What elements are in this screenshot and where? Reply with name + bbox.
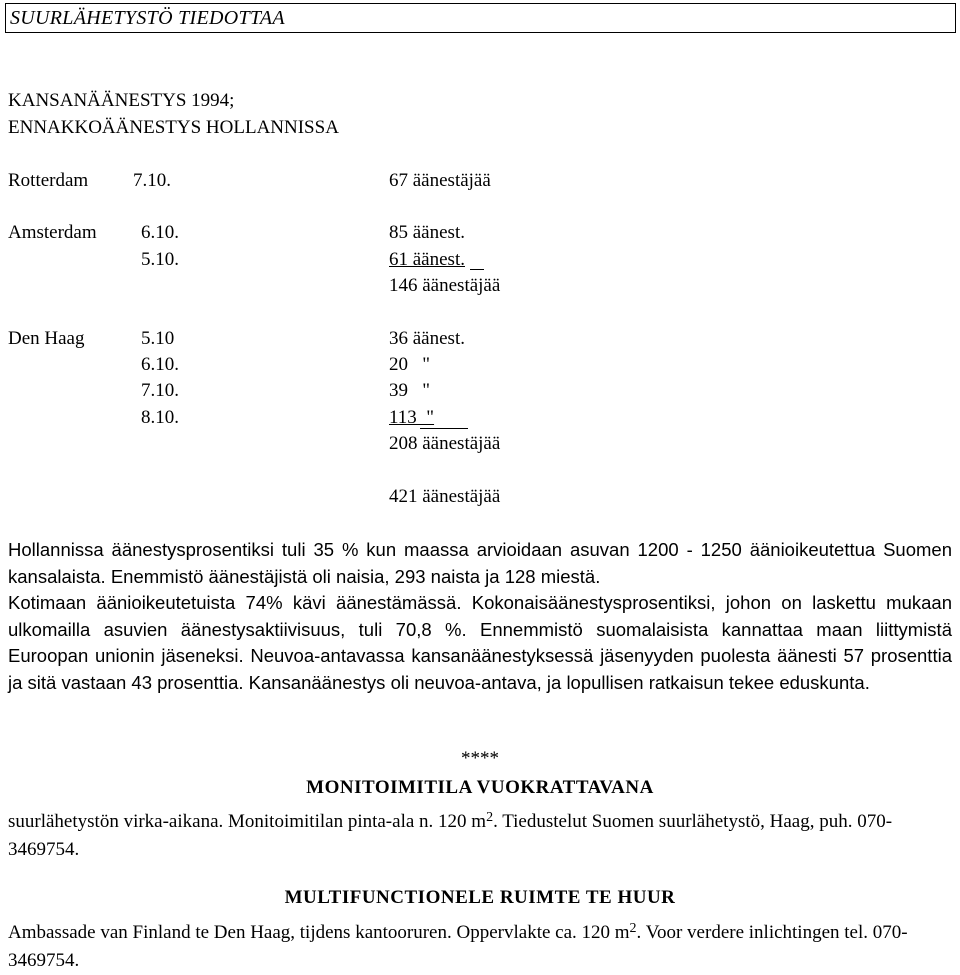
- amsterdam-total: 146 äänestäjää: [389, 275, 501, 296]
- header-banner: [5, 3, 956, 33]
- rotterdam-count: 67 äänestäjää: [389, 170, 491, 191]
- amsterdam-city: Amsterdam: [8, 222, 97, 243]
- body-text: Ambassade van Finland te Den Haag, tijdens kantooruren. Oppervlakte ca. 120 m: [8, 922, 630, 943]
- amsterdam-date: 6.10.: [141, 222, 179, 243]
- section-heading: MONITOIMITILA VUOKRATTAVANA: [306, 777, 654, 798]
- denhaag-date: 7.10.: [141, 380, 179, 401]
- section-body: [8, 808, 958, 864]
- grand-total: 421 äänestäjää: [389, 486, 501, 507]
- body-text: . Voor verdere inlichtingen tel. 070-3469754.: [8, 922, 908, 971]
- sum-underline: [420, 428, 468, 429]
- paragraph-sentence: Hollannissa äänestysprosentiksi tuli 35 % kun maassa arvioidaan asuvan 1200 - 1250 äänioikeutettua Suomen kansalaista.: [8, 539, 952, 587]
- superscript: 2: [629, 921, 637, 936]
- denhaag-count: 39 ": [389, 380, 431, 401]
- amsterdam-count: 85 äänest.: [389, 222, 465, 243]
- banner-title: SUURLÄHETYSTÖ TIEDOTTAA: [10, 7, 285, 29]
- denhaag-count: 113 ": [389, 407, 435, 428]
- amsterdam-date: 5.10.: [141, 249, 179, 270]
- section-body: [8, 919, 958, 975]
- paragraph-sentence: Kotimaan äänioikeutetuista 74% kävi äänestämässä. Kokonaisäänestysprosentiksi, johon on laskettu mukaan ulkomailla asuvien äänestysaktiivisuus, tuli 70,8 %. Ennemmistö suomalaisista kannattaa maan liittymistä Euroopan unionin jäseneksi. Neuvoa-antavassa kansanäänestyksessä jäsenyyden puolesta äänesti 57 prosenttia ja sitä vastaan 43 prosenttia. Kansanäänestys oli neuvoa-antava, ja lopullisen ratkaisun tekee eduskunta.: [8, 592, 952, 693]
- denhaag-total: 208 äänestäjää: [389, 433, 501, 454]
- title-line-1: KANSANÄÄNESTYS 1994;: [8, 90, 235, 111]
- denhaag-date: 8.10.: [141, 407, 179, 428]
- denhaag-date: 5.10: [141, 328, 175, 349]
- denhaag-count: 36 äänest.: [389, 328, 465, 349]
- sum-underline: [470, 269, 484, 270]
- rotterdam-date: 7.10.: [133, 170, 171, 191]
- denhaag-date: 6.10.: [141, 354, 179, 375]
- paragraph-sentence: Enemmistö äänestäjistä oli naisia, 293 naista ja 128 miestä.: [110, 565, 601, 587]
- denhaag-count: 20 ": [389, 354, 431, 375]
- rotterdam-city: Rotterdam: [8, 170, 89, 191]
- title-line-2: ENNAKKOÄÄNESTYS HOLLANNISSA: [8, 117, 339, 138]
- section-heading: MULTIFUNCTIONELE RUIMTE TE HUUR: [284, 887, 676, 908]
- body-text: . Tiedustelut Suomen suurlähetystö, Haag, puh. 070-3469754.: [8, 811, 893, 860]
- body-text: suurlähetystön virka-aikana. Monitoimitilan pinta-ala n. 120 m: [8, 811, 487, 832]
- separator-stars: ****: [461, 748, 499, 769]
- denhaag-city: Den Haag: [8, 328, 85, 349]
- amsterdam-count: 61 äänest.: [389, 249, 465, 270]
- results-paragraph: [8, 537, 952, 696]
- superscript: 2: [486, 810, 494, 825]
